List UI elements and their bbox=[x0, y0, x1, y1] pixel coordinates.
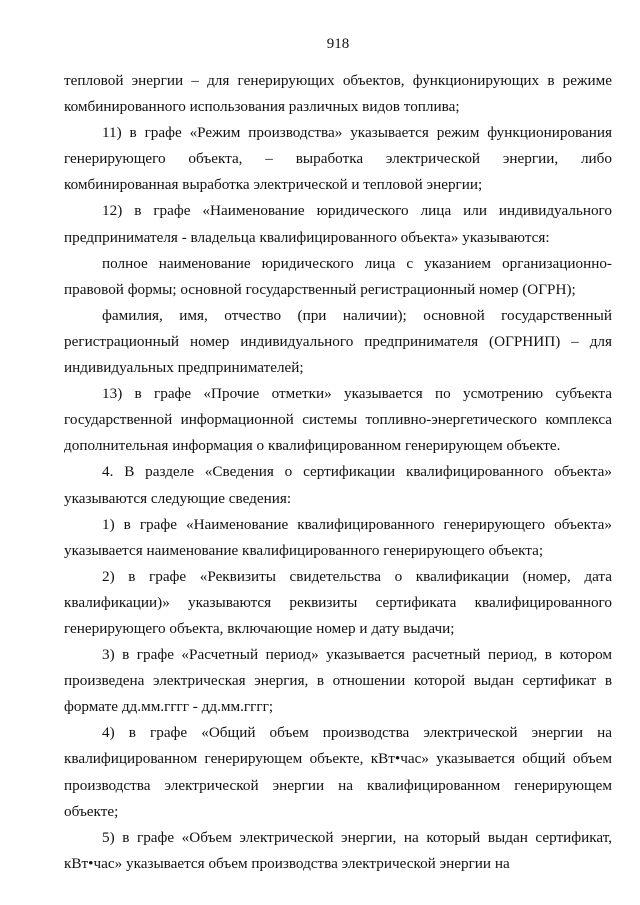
paragraph-section-4-item-2: 2) в графе «Реквизиты свидетельства о квалификации (номер, дата квалификации)» указываются реквизиты сертификата квалифицированного генерирующего объекта, включающие номер и дату выдачи; bbox=[64, 567, 612, 637]
paragraph-item-12: 12) в графе «Наименование юридического лица или индивидуального предпринимателя - владельца квалифицированного объекта» указываются: bbox=[64, 202, 612, 246]
page-number: 918 bbox=[326, 36, 350, 52]
paragraph-section-4-item-3: 3) в графе «Расчетный период» указывается расчетный период, в котором произведена электрическая энергия, в отношении которой выдан сертификат в формате дд.мм.гггг - дд.мм.гггг; bbox=[64, 646, 612, 716]
paragraph-section-4-item-4: 4) в графе «Общий объем производства электрической энергии на квалифицированном генерирующем объекте, кВт•час» указывается общий объем производства электрической энергии на квалифицированном генерирующем объекте; bbox=[64, 724, 612, 820]
paragraph-item-13: 13) в графе «Прочие отметки» указывается по усмотрению субъекта государственной информационной системы топливно-энергетического комплекса дополнительная информация о квалифицированном генерирующем объекте. bbox=[64, 385, 612, 455]
body-text bbox=[64, 68, 612, 877]
paragraph-individual-entrepreneur: фамилия, имя, отчество (при наличии); основной государственный регистрационный номер индивидуального предпринимателя (ОГРНИП) – для индивидуальных предпринимателей; bbox=[64, 306, 612, 377]
paragraph-section-4-item-5: 5) в графе «Объем электрической энергии, на который выдан сертификат, кВт•час» указывается объем производства электрической энергии на bbox=[64, 828, 612, 872]
paragraph-section-4-item-1: 1) в графе «Наименование квалифицированного генерирующего объекта» указывается наименование квалифицированного генерирующего объекта; bbox=[64, 515, 612, 559]
paragraph-section-4: 4. В разделе «Сведения о сертификации квалифицированного объекта» указываются следующие сведения: bbox=[64, 463, 612, 507]
paragraph-continuation: тепловой энергии – для генерирующих объектов, функционирующих в режиме комбинированного использования различных видов топлива; bbox=[64, 72, 612, 116]
paragraph-item-11: 11) в графе «Режим производства» указывается режим функционирования генерирующего объекта, – выработка электрической энергии, либо комбинированная выработка электрической и тепловой энергии; bbox=[64, 124, 612, 194]
paragraph-legal-entity: полное наименование юридического лица с указанием организационно-правовой формы; основной государственный регистрационный номер (ОГРН); bbox=[64, 254, 612, 298]
